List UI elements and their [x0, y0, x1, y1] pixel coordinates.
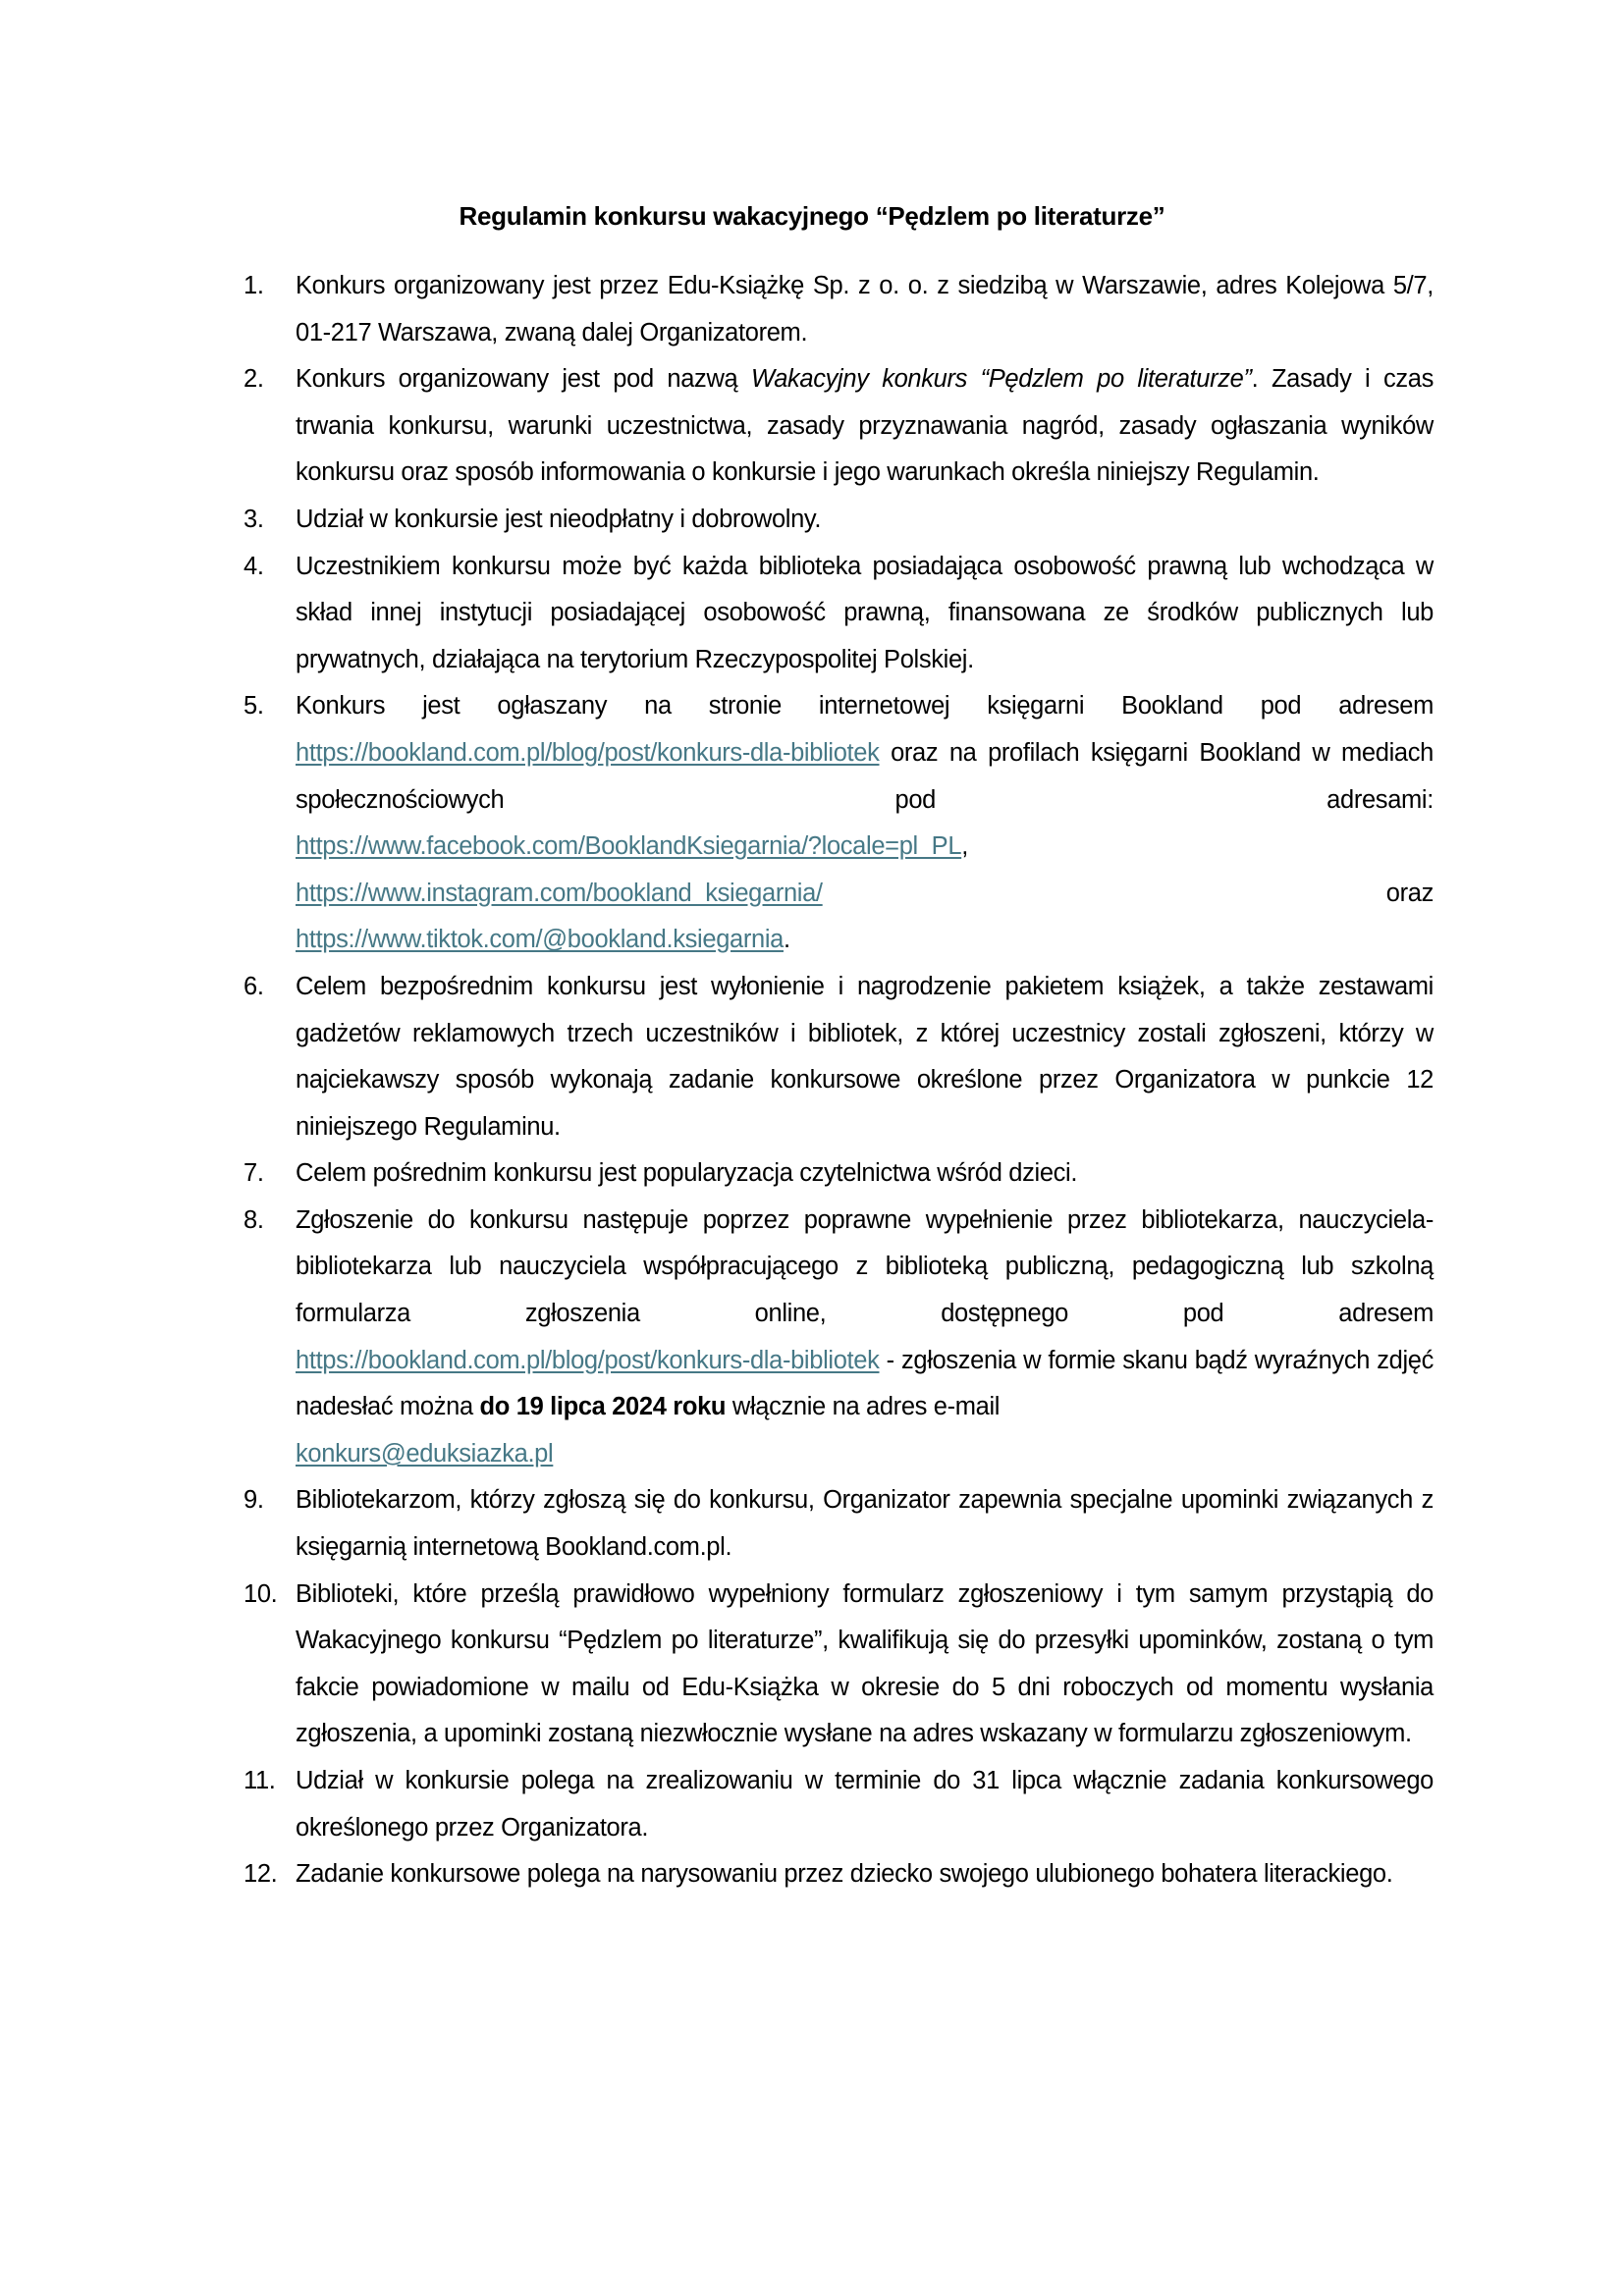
- rule-line: [296, 1338, 1434, 1431]
- rule-text: Udział w konkursie polega na zrealizowaniu w terminie do 31 lipca włącznie zadania konkursowego określonego przez Organizatora.: [296, 1767, 1434, 1842]
- rule-item-8: [244, 1198, 1434, 1478]
- rule-item-5: [244, 683, 1434, 964]
- contest-name: Wakacyjny konkurs “Pędzlem po literaturze”: [750, 365, 1252, 394]
- rule-text: Zadanie konkursowe polega na narysowaniu przez dziecko swojego ulubionego bohatera literackiego.: [296, 1860, 1393, 1889]
- rule-text: włącznie na adres e-mail: [726, 1393, 1001, 1421]
- deadline: do 19 lipca 2024 roku: [479, 1393, 727, 1421]
- rule-item-4: [244, 544, 1434, 684]
- rule-number: 6.: [244, 972, 264, 1000]
- rule-text: - zgłoszenia w formie skanu bądź wyraźnych zdjęć nadesłać można: [296, 1346, 1434, 1421]
- email-link[interactable]: konkurs@eduksiazka.pl: [296, 1439, 554, 1468]
- rule-item-9: [244, 1477, 1434, 1571]
- rule-item-6: [244, 964, 1434, 1150]
- rule-text: Konkurs organizowany jest przez Edu-Książkę Sp. z o. o. z siedzibą w Warszawie, adres Kolejowa 5/7, 01-217 Warszawa, zwaną dalej Organizatorem.: [296, 272, 1434, 347]
- rule-number: 5.: [244, 692, 264, 721]
- rule-text: . Zasady i czas trwania konkursu, warunki uczestnictwa, zasady przyznawania nagród, zasady ogłaszania wyników konkursu oraz sposób informowania o konkursie i jego warunkach określa niniejszy Regulamin.: [296, 365, 1434, 487]
- rule-number: 12.: [244, 1860, 278, 1889]
- rule-text: Celem pośrednim konkursu jest popularyzacja czytelnictwa wśród dzieci.: [296, 1159, 1078, 1188]
- rule-line: [296, 1431, 1434, 1478]
- rule-line: [296, 824, 1434, 871]
- rule-text: Zgłoszenie do konkursu następuje poprzez poprawne wypełnienie przez bibliotekarza, nauczyciela-bibliotekarza lub nauczyciela współpracującego z biblioteką publiczną, pedagogiczną lub szkolną formularza zgłoszenia online, dostępnego pod adresem: [296, 1205, 1434, 1328]
- rule-item-1: [244, 263, 1434, 356]
- rule-line: [296, 730, 1434, 824]
- rule-item-11: [244, 1758, 1434, 1851]
- rule-text: oraz na profilach księgarni Bookland w mediach społecznościowych pod adresami:: [296, 738, 1434, 814]
- punctuation: .: [783, 926, 790, 954]
- rule-text: oraz: [1385, 879, 1434, 907]
- rule-text: Celem bezpośrednim konkursu jest wyłonienie i nagrodzenie pakietem książek, a także zestawami gadżetów reklamowych trzech uczestników i bibliotek, z której uczestnicy zostali zgłoszeni, którzy w najciekawszy sposób wykonają zadanie konkursowe określone przez Organizatora w punkcie 12 niniejszego Regulaminu.: [296, 972, 1434, 1141]
- instagram-link[interactable]: https://www.instagram.com/bookland_ksiegarnia/: [296, 879, 823, 907]
- rule-number: 11.: [244, 1767, 276, 1794]
- rule-line: [296, 917, 1434, 964]
- rule-text: Bibliotekarzom, którzy zgłoszą się do konkursu, Organizator zapewnia specjalne upominki związanych z księgarnią internetową Bookland.com.pl.: [296, 1486, 1434, 1562]
- rule-line: [296, 871, 1434, 918]
- blog-link[interactable]: https://bookland.com.pl/blog/post/konkurs-dla-bibliotek: [296, 1346, 880, 1374]
- rule-number: 2.: [244, 365, 264, 394]
- rule-item-7: [244, 1150, 1434, 1198]
- rule-item-2: [244, 356, 1434, 497]
- rule-text: Biblioteki, które prześlą prawidłowo wypełniony formularz zgłoszeniowy i tym samym przystąpią do Wakacyjnego konkursu “Pędzlem po literaturze”, kwalifikują się do przesyłki upominków, zostaną o tym fakcie powiadomione w mailu od Edu-Książka w okresie do 5 dni roboczych od momentu wysłania zgłoszenia, a upominki zostaną niezwłocznie wysłane na adres wskazany w formularzu zgłoszeniowym.: [296, 1579, 1434, 1748]
- rule-text: Konkurs jest ogłaszany na stronie internetowej księgarni Bookland pod adresem: [296, 692, 1434, 721]
- document-title: Regulamin konkursu wakacyjnego “Pędzlem po literaturze”: [459, 201, 1165, 231]
- rule-number: 1.: [244, 272, 264, 299]
- rule-number: 7.: [244, 1159, 264, 1188]
- rule-number: 9.: [244, 1486, 264, 1515]
- punctuation: ,: [961, 832, 968, 861]
- rule-item-10: [244, 1572, 1434, 1758]
- rule-number: 3.: [244, 505, 264, 533]
- rule-number: 10.: [244, 1579, 278, 1608]
- tiktok-link[interactable]: https://www.tiktok.com/@bookland.ksiegarnia: [296, 926, 784, 954]
- rule-item-12: [244, 1851, 1434, 1898]
- rule-text: Konkurs organizowany jest pod nazwą: [296, 365, 751, 394]
- rules-list: [244, 263, 1434, 1898]
- rule-item-3: [244, 497, 1434, 544]
- rule-text: Uczestnikiem konkursu może być każda biblioteka posiadająca osobowość prawną lub wchodząca w skład innej instytucji posiadającej osobowość prawną, finansowana ze środków publicznych lub prywatnych, działająca na terytorium Rzeczypospolitej Polskiej.: [296, 552, 1434, 673]
- rule-number: 4.: [244, 552, 264, 580]
- rule-text: Udział w konkursie jest nieodpłatny i dobrowolny.: [296, 505, 822, 533]
- blog-link[interactable]: https://bookland.com.pl/blog/post/konkurs-dla-bibliotek: [296, 738, 880, 767]
- facebook-link[interactable]: https://www.facebook.com/BooklandKsiegarnia/?locale=pl_PL: [296, 832, 962, 861]
- rule-number: 8.: [244, 1205, 264, 1234]
